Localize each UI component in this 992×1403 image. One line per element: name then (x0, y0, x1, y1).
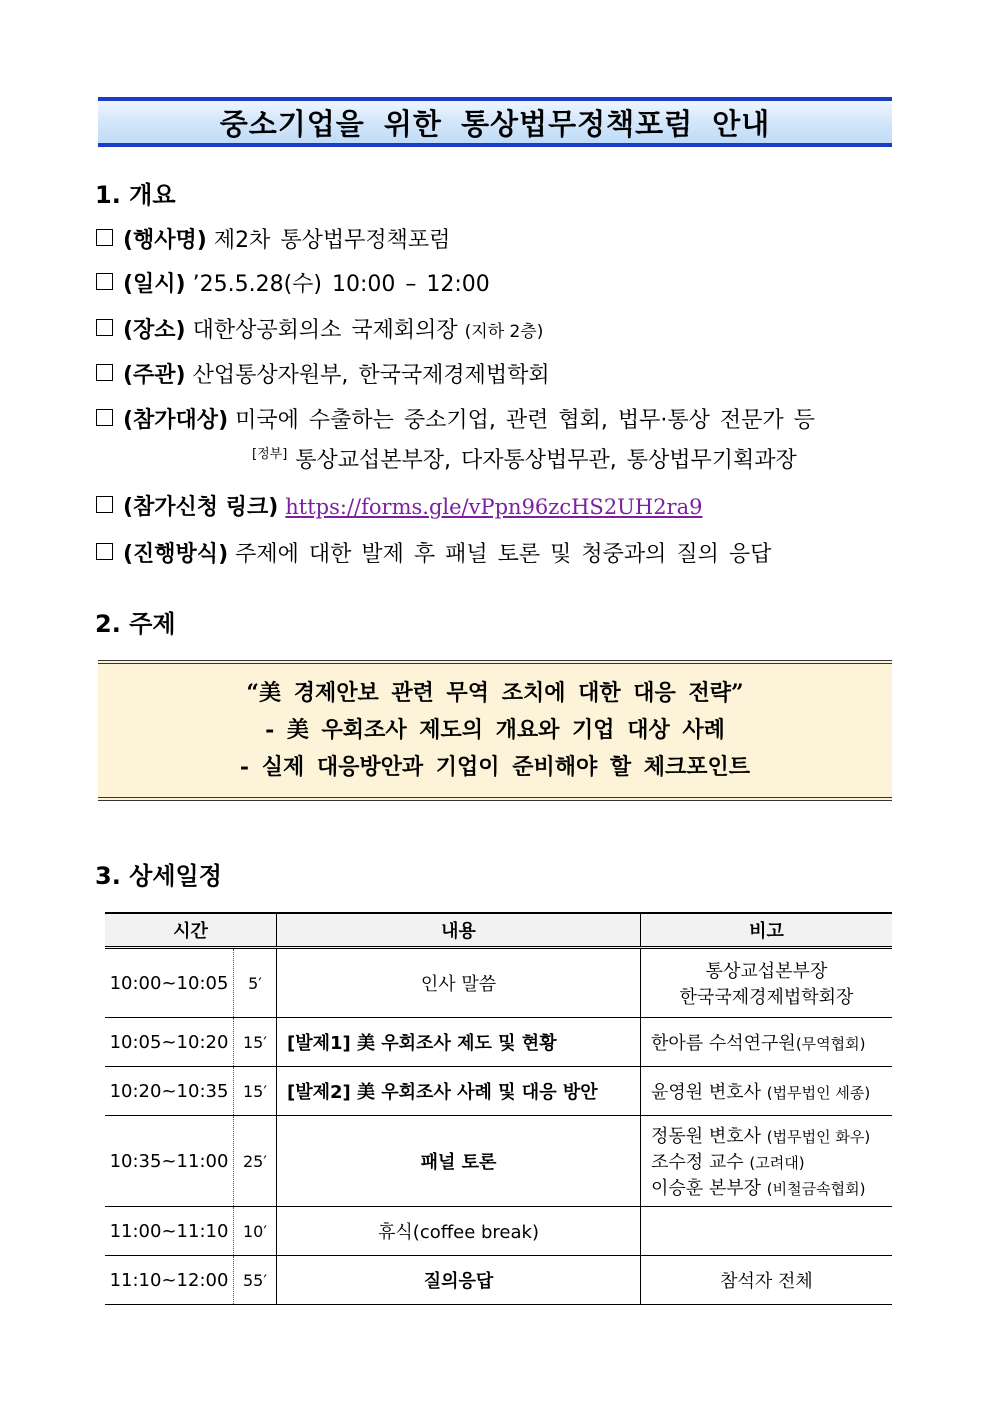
table-header-row (105, 913, 892, 948)
theme-title: “美 경제안보 관련 무역 조치에 대한 대응 전략” (246, 680, 744, 706)
row-note: 윤영원 변호사 (법무법인 세종) (641, 1067, 893, 1116)
theme-subtopic-2: - 실제 대응방안과 기업이 준비해야 할 체크포인트 (239, 754, 751, 780)
page-title: 중소기업을 위한 통상법무정책포럼 안내 (219, 106, 771, 141)
overview-item-event-name: (행사명) 제2차 통상법무정책포럼 (96, 223, 450, 254)
overview-item-participants-government: [정부] 통상교섭본부장, 다자통상법무관, 통상법무기획과장 (252, 447, 797, 473)
checkbox-icon (96, 229, 113, 246)
header-content: 내용 (277, 913, 641, 948)
theme-box (98, 660, 892, 801)
row-note: 참석자 전체 (641, 1256, 893, 1305)
checkbox-icon (96, 543, 113, 560)
table-row (105, 1207, 892, 1256)
row-note (641, 1207, 893, 1256)
row-time: 10:35~11:00 (105, 1116, 234, 1207)
row-note: 한아름 수석연구원(무역협회) (641, 1018, 893, 1067)
row-time: 10:05~10:20 (105, 1018, 234, 1067)
section-heading-schedule: 3. 상세일정 (95, 862, 222, 890)
overview-item-participants: (참가대상) 미국에 수출하는 중소기업, 관련 협회, 법무·통상 전문가 등 (96, 403, 815, 434)
table-row (105, 1256, 892, 1305)
overview-item-datetime: (일시) ’25.5.28(수) 10:00 – 12:00 (96, 267, 490, 298)
checkbox-icon (96, 409, 113, 426)
row-time: 10:00~10:05 (105, 948, 234, 1018)
overview-item-venue: (장소) 대한상공회의소 국제회의장 (지하 2층) (96, 313, 543, 344)
title-banner (98, 97, 892, 147)
section-heading-theme: 2. 주제 (95, 610, 176, 638)
table-row (105, 1018, 892, 1067)
row-note (641, 1116, 893, 1207)
checkbox-icon (96, 273, 113, 290)
checkbox-icon (96, 496, 113, 513)
row-note: 통상교섭본부장 한국국제경제법학회장 (641, 948, 893, 1018)
row-duration: 25′ (234, 1116, 277, 1207)
row-content: [발제1] 美 우회조사 제도 및 현황 (277, 1018, 641, 1067)
row-duration: 15′ (234, 1018, 277, 1067)
row-duration: 5′ (234, 948, 277, 1018)
table-row (105, 948, 892, 1018)
table-row (105, 1116, 892, 1207)
header-note: 비고 (641, 913, 893, 948)
row-content: 인사 말씀 (277, 948, 641, 1018)
registration-link[interactable]: https://forms.gle/vPpn96zcHS2UH2ra9 (285, 495, 703, 519)
row-time: 11:00~11:10 (105, 1207, 234, 1256)
theme-subtopic-1: - 美 우회조사 제도의 개요와 기업 대상 사례 (265, 717, 725, 743)
row-content: 질의응답 (277, 1256, 641, 1305)
overview-item-organizer: (주관) 산업통상자원부, 한국국제경제법학회 (96, 358, 550, 389)
schedule-table (105, 912, 892, 1305)
panelist: 조수정 교수 (고려대) (651, 1152, 805, 1173)
panelist: 이승훈 본부장 (비철금속협회) (651, 1178, 866, 1199)
overview-item-registration: (참가신청 링크) https://forms.gle/vPpn96zcHS2UH2ra9 (96, 490, 702, 521)
row-content: 패널 토론 (277, 1116, 641, 1207)
row-duration: 10′ (234, 1207, 277, 1256)
header-time: 시간 (105, 913, 277, 948)
row-content: 휴식(coffee break) (277, 1207, 641, 1256)
checkbox-icon (96, 319, 113, 336)
row-time: 10:20~10:35 (105, 1067, 234, 1116)
overview-item-format: (진행방식) 주제에 대한 발제 후 패널 토론 및 청중과의 질의 응답 (96, 537, 771, 568)
panelist: 정동원 변호사 (법무법인 화우) (651, 1126, 871, 1147)
row-duration: 55′ (234, 1256, 277, 1305)
row-duration: 15′ (234, 1067, 277, 1116)
table-row (105, 1067, 892, 1116)
row-time: 11:10~12:00 (105, 1256, 234, 1305)
row-content: [발제2] 美 우회조사 사례 및 대응 방안 (277, 1067, 641, 1116)
checkbox-icon (96, 364, 113, 381)
section-heading-overview: 1. 개요 (95, 181, 176, 209)
